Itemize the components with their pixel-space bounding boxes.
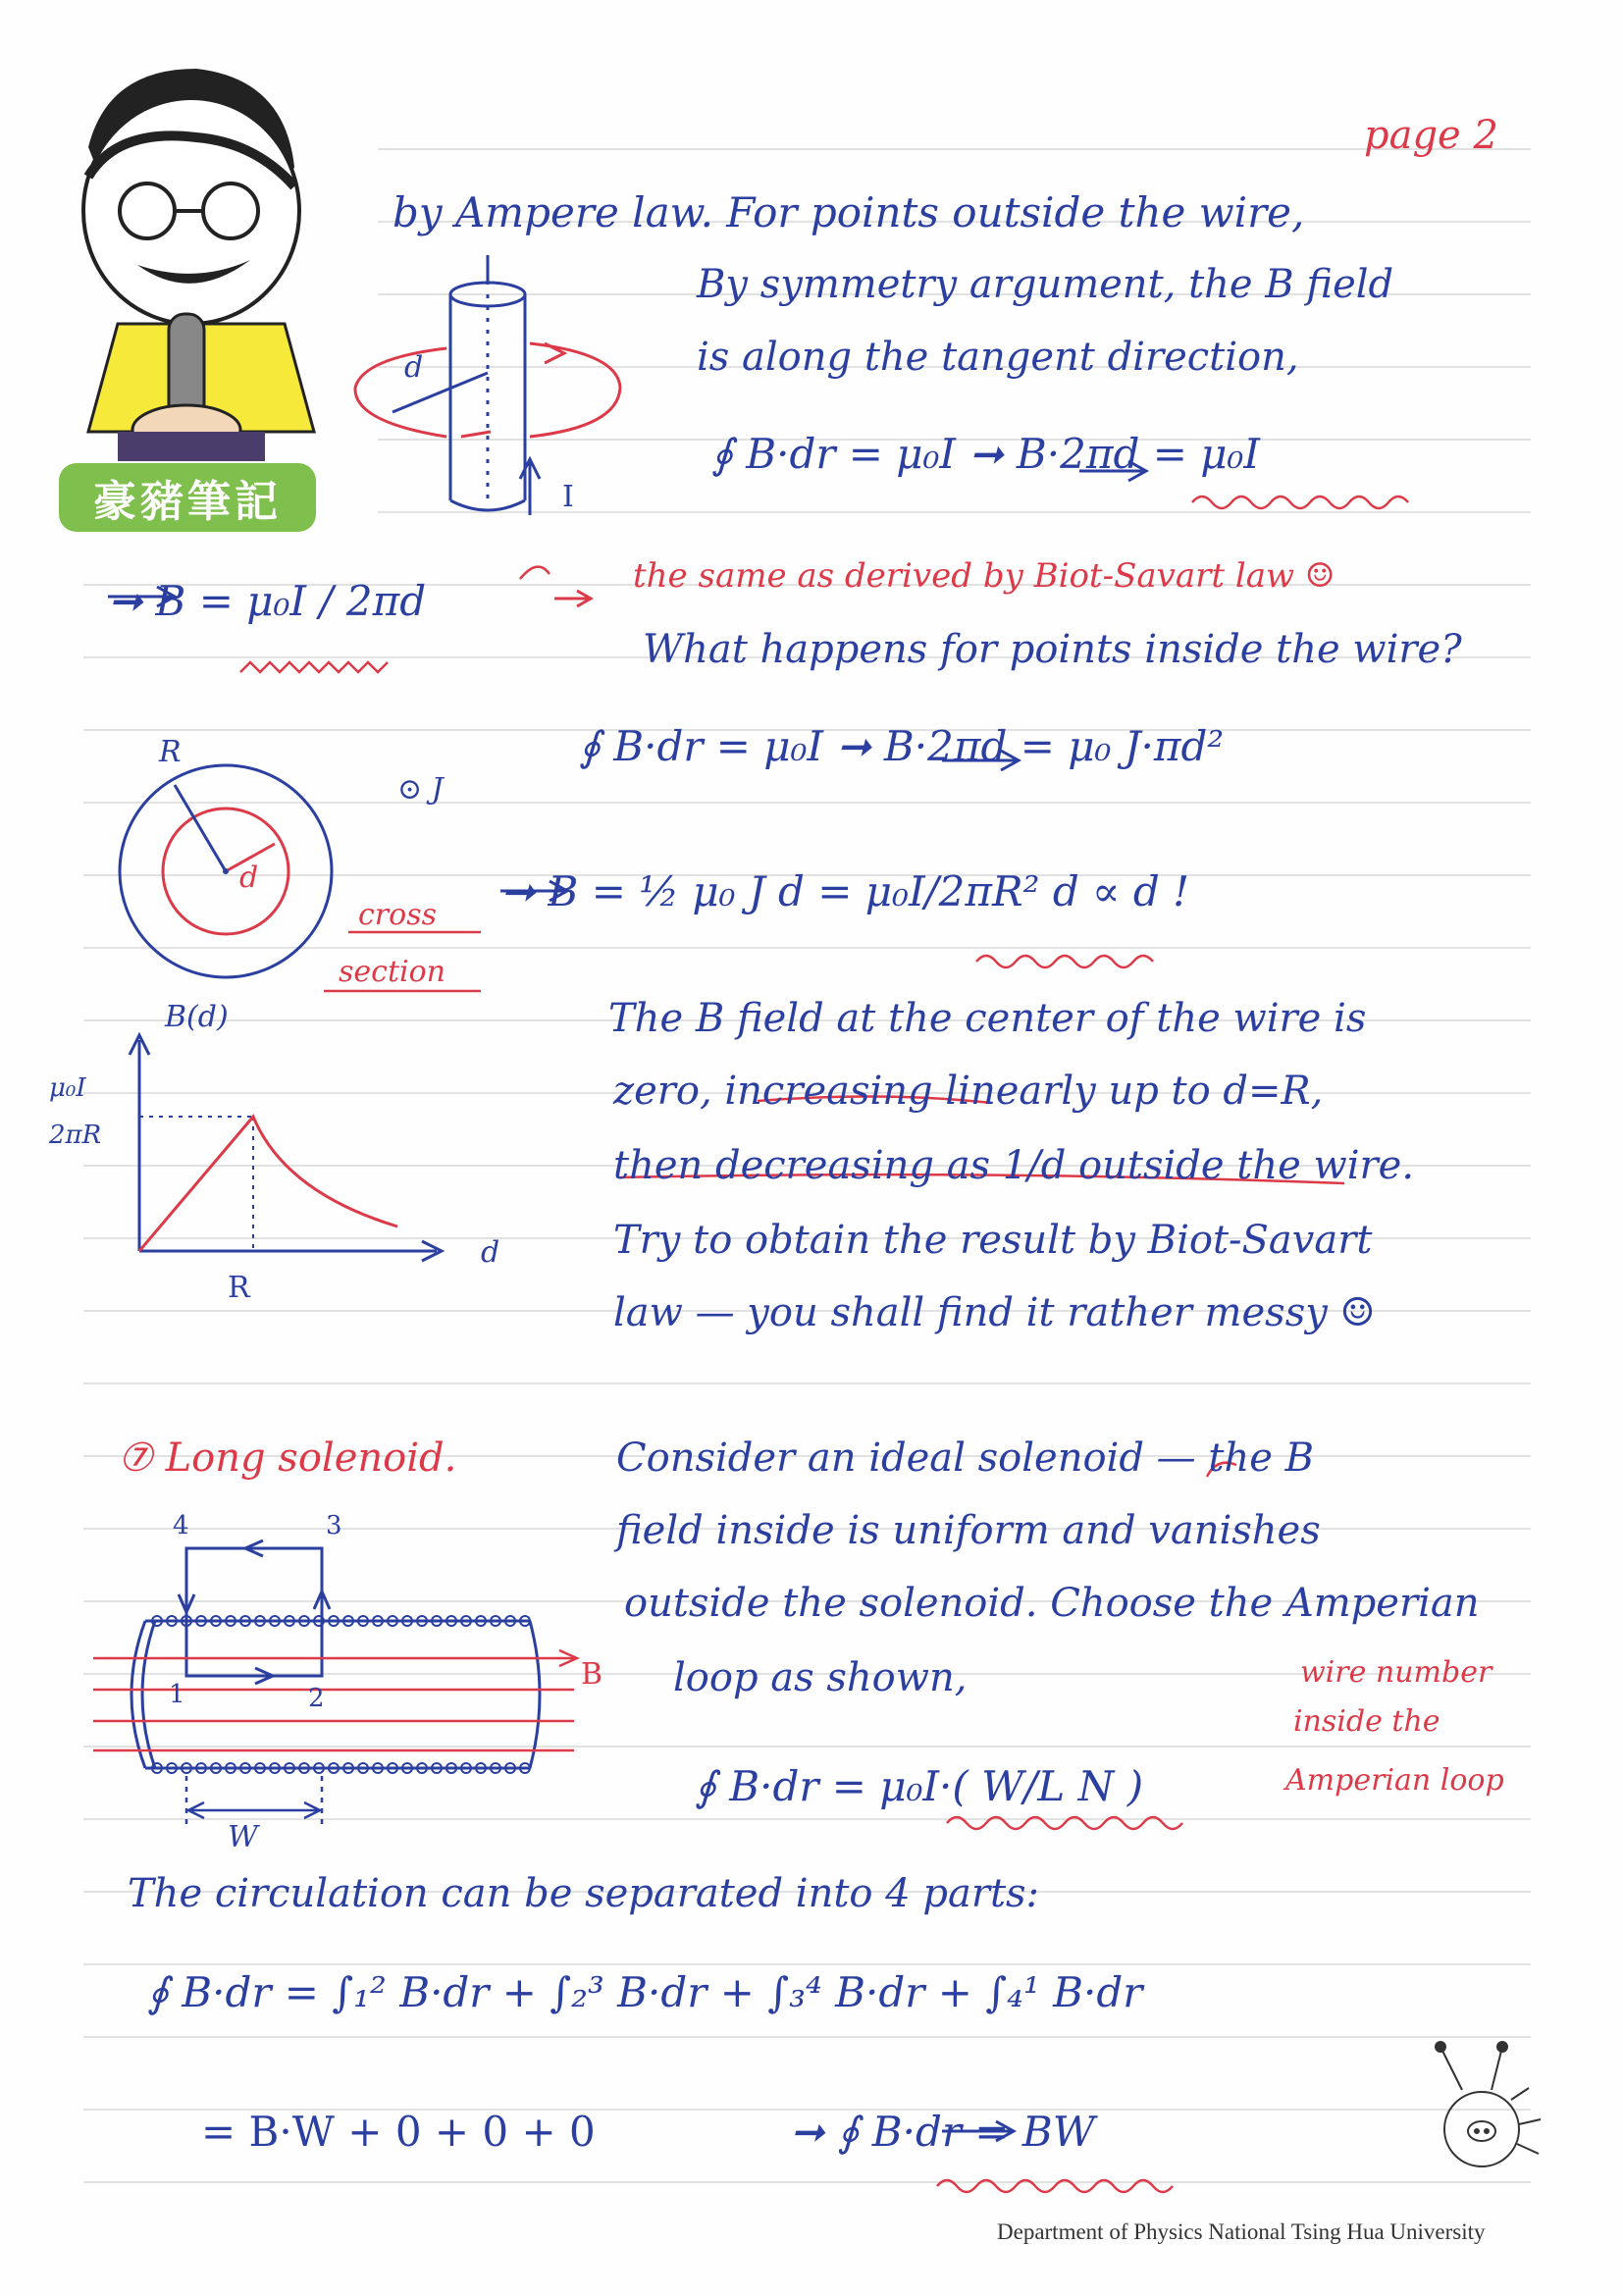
explanation-line-2: zero, increasing linearly up to d=R, [613, 1069, 1324, 1114]
explanation-line-4: Try to obtain the result by Biot-Savart [613, 1218, 1373, 1263]
wire-d-label: d [404, 350, 424, 385]
ampere-intro-line: by Ampere law. For points outside the wire, [393, 188, 1305, 236]
solenoid-line-3: outside the solenoid. Choose the Amperian [624, 1581, 1480, 1626]
corner-2-label: 2 [308, 1684, 325, 1713]
graph-ymax-top: μ₀I [49, 1073, 86, 1103]
wire-number-note-1: wire number [1300, 1655, 1492, 1690]
inside-question: What happens for points inside the wire? [643, 627, 1462, 672]
loop-width-label: W [228, 1820, 258, 1854]
current-density-label: ⊙ J [397, 772, 444, 807]
field-inside-result: ➞ B = ½ μ₀ J d = μ₀I/2πR² d ∝ d ! [500, 867, 1189, 915]
distance-label: d [239, 861, 259, 895]
circulation-line: The circulation can be separated into 4 parts: [128, 1871, 1040, 1916]
solenoid-line-1: Consider an ideal solenoid — the B [616, 1435, 1314, 1481]
solenoid-equation: ∮ B·dr = μ₀I·( W/L N ) [695, 1762, 1144, 1810]
ampere-equation-outside: ∮ B·dr = μ₀I ➞ B·2πd = μ₀I [711, 430, 1260, 478]
circulation-result: = B·W + 0 + 0 + 0 [201, 2108, 596, 2156]
graph-ymax-bottom: 2πR [49, 1121, 102, 1150]
notes-badge: 豪豬筆記 [59, 463, 316, 532]
page-label: page 2 [1364, 113, 1498, 158]
solenoid-field-label: B [581, 1657, 603, 1692]
cross-section-diagram [120, 765, 332, 977]
solenoid-line-4: loop as shown, [673, 1655, 968, 1700]
explanation-line-5: law — you shall find it rather messy ☺ [613, 1290, 1376, 1335]
footer-institution: Department of Physics National Tsing Hua University [997, 2219, 1486, 2244]
corner-1-label: 1 [169, 1680, 185, 1709]
wire-number-note-2: inside the [1293, 1704, 1440, 1739]
explanation-line-3: then decreasing as 1/d outside the wire. [613, 1143, 1415, 1188]
graph-x-label: d [481, 1235, 500, 1270]
corner-4-label: 4 [173, 1511, 189, 1540]
tangent-line: is along the tangent direction, [697, 335, 1299, 380]
cross-caption: cross [358, 898, 437, 932]
solenoid-heading: ⑦ Long solenoid. [118, 1435, 457, 1481]
field-vs-distance-graph [130, 1035, 442, 1261]
solenoid-line-2: field inside is uniform and vanishes [616, 1508, 1321, 1553]
symmetry-line: By symmetry argument, the B field [697, 262, 1394, 307]
graph-R-label: R [228, 1271, 250, 1305]
radius-label: R [159, 735, 182, 769]
explanation-line-1: The B field at the center of the wire is [608, 996, 1367, 1041]
graph-y-label: B(d) [165, 1000, 229, 1034]
field-outside-result: ➞ B = μ₀I / 2πd [108, 577, 427, 625]
circulation-equation: ∮ B·dr = ∫₁² B·dr + ∫₂³ B·dr + ∫₃⁴ B·dr + ∫₄¹ B·dr [147, 1968, 1143, 2016]
section-caption: section [339, 955, 445, 989]
circulation-final: ➞ ∮ B·dr = BW [790, 2108, 1095, 2156]
wire-current-label: I [562, 480, 574, 514]
pig-doodle [1436, 2042, 1541, 2166]
corner-3-label: 3 [326, 1511, 342, 1540]
wire-diagram [393, 255, 540, 515]
biot-savart-note: the same as derived by Biot-Savart law ☺ [633, 556, 1335, 596]
mascot-illustration [83, 69, 314, 461]
wire-number-note-3: Amperian loop [1285, 1763, 1504, 1798]
solenoid-diagram [93, 1540, 577, 1830]
ampere-equation-inside: ∮ B·dr = μ₀I ➞ B·2πd = μ₀ J·πd² [579, 722, 1225, 770]
